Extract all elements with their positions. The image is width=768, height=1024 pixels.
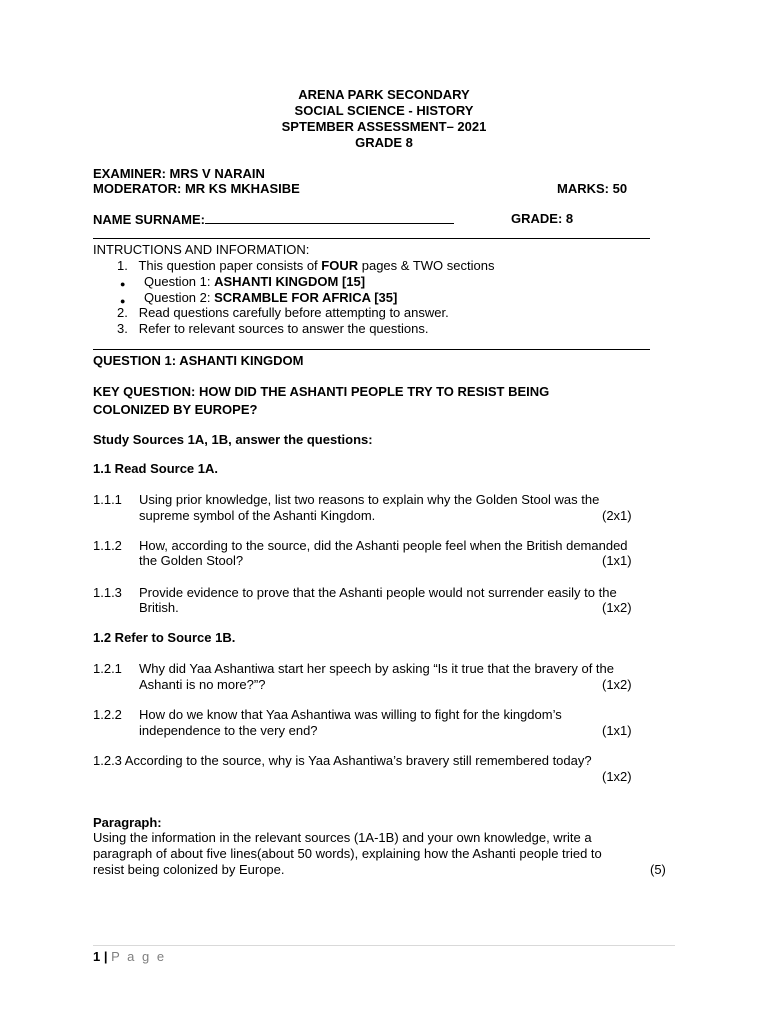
page-footer	[93, 949, 166, 965]
key-question-line-1: KEY QUESTION: HOW DID THE ASHANTI PEOPLE TRY TO RESIST BEING	[93, 384, 550, 399]
question-1-title: QUESTION 1: ASHANTI KINGDOM	[93, 353, 304, 368]
question-1-2-1-line-2: Ashanti is no more?”?	[139, 677, 266, 692]
name-surname-row	[93, 211, 454, 228]
question-number: 1.1.3	[93, 585, 122, 600]
name-surname-blank[interactable]	[205, 211, 454, 224]
divider-top	[93, 238, 650, 239]
instructions-title: INTRUCTIONS AND INFORMATION:	[93, 242, 310, 257]
question-number: 1.1.1	[93, 492, 122, 507]
section-1-2-heading: 1.2 Refer to Source 1B.	[93, 630, 236, 645]
instruction-number: 1.	[117, 258, 128, 273]
subject-title: SOCIAL SCIENCE - HISTORY	[294, 103, 474, 118]
instruction-text: Refer to relevant sources to answer the questions.	[138, 321, 429, 336]
question-1-2-2-line-2: independence to the very end?	[139, 723, 318, 738]
page-number: 1 |	[93, 949, 108, 964]
question-number: 1.2.2	[93, 707, 122, 722]
question-1-1-3-line-1: Provide evidence to prove that the Ashanti people would not surrender easily to the	[139, 585, 617, 600]
question-mark: (1x2)	[602, 600, 632, 615]
section-title: SCRAMBLE FOR AFRICA [35]	[214, 290, 398, 305]
paragraph-heading: Paragraph:	[93, 815, 162, 830]
question-1-2-3-line-1: 1.2.3 According to the source, why is Yaa Ashantiwa’s bravery still remembered today?	[93, 753, 592, 768]
instruction-text: This question paper consists of	[138, 258, 322, 273]
instruction-number: 3.	[117, 321, 128, 336]
instruction-item-2	[117, 305, 449, 321]
question-1-1-2-line-2: the Golden Stool?	[139, 553, 244, 568]
school-name: ARENA PARK SECONDARY	[298, 87, 470, 102]
section-label: Question 1:	[144, 274, 215, 289]
marks-total: MARKS: 50	[557, 181, 628, 196]
paragraph-mark: (5)	[650, 862, 666, 877]
bullet-icon: ●	[120, 279, 126, 289]
section-1-1-heading: 1.1 Read Source 1A.	[93, 461, 218, 476]
page-word: P a g e	[111, 949, 167, 964]
section-title: ASHANTI KINGDOM [15]	[214, 274, 366, 289]
question-mark: (2x1)	[602, 508, 632, 523]
question-1-1-1-line-2: supreme symbol of the Ashanti Kingdom.	[139, 508, 376, 523]
question-number: 1.1.2	[93, 538, 122, 553]
section-label: Question 2:	[144, 290, 215, 305]
question-1-1-1-line-1: Using prior knowledge, list two reasons to explain why the Golden Stool was the	[139, 492, 600, 507]
footer-divider	[93, 945, 675, 946]
examiner-line: EXAMINER: MRS V NARAIN	[93, 166, 265, 181]
name-surname-label: NAME SURNAME:	[93, 212, 205, 227]
question-mark: (1x2)	[602, 677, 632, 692]
grade-label: GRADE: 8	[511, 211, 574, 226]
section-question-2	[144, 290, 397, 306]
question-1-2-2-line-1: How do we know that Yaa Ashantiwa was willing to fight for the kingdom’s	[139, 707, 562, 722]
paragraph-line-2: paragraph of about five lines(about 50 words), explaining how the Ashanti people tried to	[93, 846, 602, 861]
paragraph-line-1: Using the information in the relevant sources (1A-1B) and your own knowledge, write a	[93, 830, 592, 845]
divider-middle	[93, 349, 650, 350]
question-mark: (1x1)	[602, 723, 632, 738]
instruction-item-3	[117, 321, 428, 337]
question-mark: (1x2)	[602, 769, 632, 784]
study-instruction: Study Sources 1A, 1B, answer the questions:	[93, 432, 373, 447]
question-number: 1.2.1	[93, 661, 122, 676]
instruction-number: 2.	[117, 305, 128, 320]
instruction-text: Read questions carefully before attempting to answer.	[138, 305, 449, 320]
grade-title: GRADE 8	[355, 135, 413, 150]
key-question-line-2: COLONIZED BY EUROPE?	[93, 402, 258, 417]
document-header	[0, 87, 768, 151]
question-mark: (1x1)	[602, 553, 632, 568]
assessment-title: SPTEMBER ASSESSMENT– 2021	[281, 119, 487, 134]
question-1-1-2-line-1: How, according to the source, did the Ashanti people feel when the British demanded	[139, 538, 628, 553]
section-question-1	[144, 274, 365, 290]
instruction-text-end: pages & TWO sections	[358, 258, 495, 273]
bullet-icon: ●	[120, 296, 126, 306]
question-1-2-1-line-1: Why did Yaa Ashantiwa start her speech by asking “Is it true that the bravery of the	[139, 661, 614, 676]
instruction-bold: FOUR	[321, 258, 359, 273]
paragraph-line-3: resist being colonized by Europe.	[93, 862, 285, 877]
moderator-line: MODERATOR: MR KS MKHASIBE	[93, 181, 300, 196]
instruction-item-1	[117, 258, 494, 274]
question-1-1-3-line-2: British.	[139, 600, 179, 615]
